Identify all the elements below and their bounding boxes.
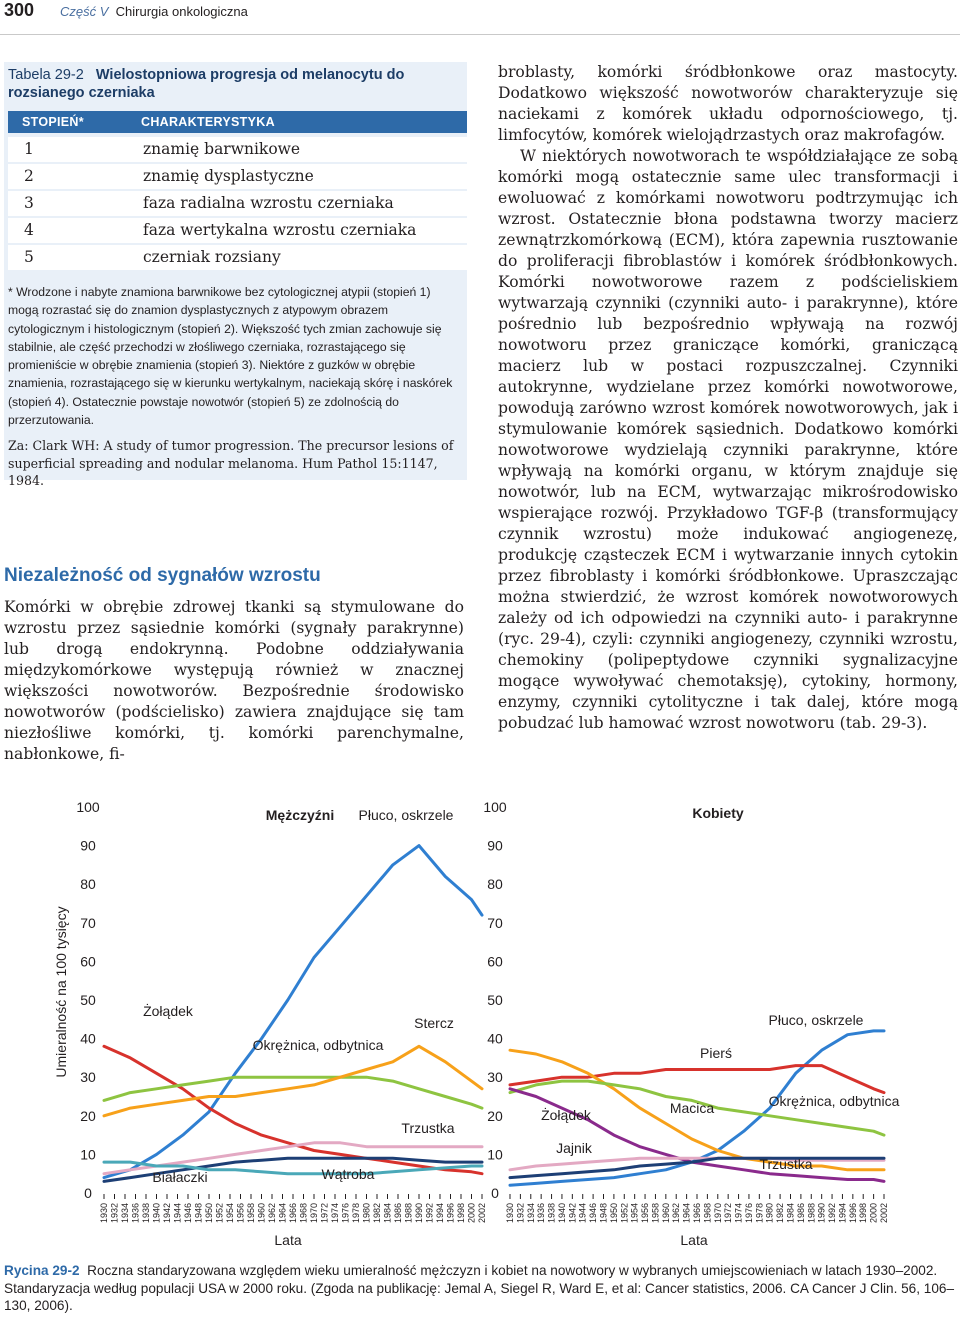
x-tick-label: 1978: [351, 1203, 361, 1224]
table-number: Tabela 29-2: [8, 67, 84, 83]
y-tick-label: 90: [80, 837, 96, 854]
x-tick-label: 1986: [795, 1203, 806, 1224]
x-tick-label: 1996: [847, 1203, 858, 1224]
x-tick-label: 1936: [130, 1203, 141, 1224]
x-tick-label: 2002: [477, 1203, 487, 1224]
series-label: Żołądek: [541, 1107, 591, 1123]
figure-caption: [4, 1262, 959, 1315]
x-tick-label: 1956: [640, 1203, 651, 1224]
x-tick-label: 1984: [382, 1203, 393, 1224]
x-tick-label: 1954: [225, 1203, 235, 1224]
x-tick-label: 1960: [256, 1203, 267, 1224]
x-tick-label: 1956: [235, 1203, 246, 1224]
series-label: Okrężnica, odbytnica: [252, 1037, 384, 1053]
y-tick-label: 70: [80, 914, 96, 931]
x-tick-label: 1946: [183, 1203, 193, 1224]
series-line: [104, 1046, 482, 1116]
x-tick-label: 1994: [435, 1203, 445, 1224]
y-tick-label: 20: [80, 1107, 96, 1124]
series-label: Macica: [669, 1100, 715, 1116]
y-tick-label: 30: [80, 1069, 96, 1086]
table-cell-desc: czerniak rozsiany: [143, 248, 281, 266]
y-tick-label: 50: [80, 992, 96, 1008]
table-row: [8, 218, 467, 243]
x-tick-label: 1950: [204, 1203, 214, 1224]
y-tick-label: 10: [80, 1146, 96, 1163]
x-tick-label: 1950: [608, 1203, 619, 1224]
x-tick-label: 1966: [288, 1203, 298, 1224]
x-tick-label: 1954: [629, 1203, 640, 1224]
header-divider: [0, 34, 960, 35]
table-col-characteristic: CHARAKTERYSTYKA: [141, 115, 275, 129]
figure-caption-label: Rycina 29-2: [4, 1263, 80, 1278]
x-tick-label: 1982: [372, 1203, 382, 1224]
series-line: [104, 1046, 482, 1173]
series-label: Okrężnica, odbytnica: [768, 1093, 900, 1109]
table-cell-stage: 5: [24, 248, 34, 266]
series-label: Jajnik: [556, 1140, 592, 1156]
x-tick-label: 1932: [109, 1203, 120, 1224]
series-label: Wątroba: [321, 1166, 375, 1182]
series-label: Białaczki: [152, 1169, 208, 1185]
x-tick-label: 1976: [340, 1203, 351, 1224]
series-label: Trzustka: [759, 1156, 813, 1172]
x-tick-label: 1992: [424, 1203, 435, 1224]
x-tick-label: 1932: [515, 1203, 526, 1224]
x-tick-label: 1958: [650, 1203, 661, 1224]
x-tick-label: 1952: [214, 1203, 225, 1224]
men-y-ticks: [76, 799, 100, 1201]
x-tick-label: 1938: [546, 1203, 557, 1224]
x-axis-label-men: Lata: [274, 1232, 302, 1248]
running-title: [60, 4, 248, 19]
x-tick-label: 1940: [151, 1203, 162, 1224]
table-row: [8, 137, 467, 162]
x-tick-label: 1990: [414, 1203, 424, 1224]
series-line: [510, 1066, 884, 1093]
y-tick-label: 0: [491, 1185, 499, 1201]
x-tick-label: 1942: [567, 1203, 578, 1224]
figure-caption-text: Roczna standaryzowana względem wieku umieralność mężczyzn i kobiet na nowotwory w wybranych umiejscowieniach w latach 1930–2002. Standaryzacja według populacji USA w 2000 roku. (Zgoda na publikację: Jemal A, Siegel R, Ward E, et al: Cancer statistics, 2006. CA Cancer J Clin. 56, 106–130, 2006).: [4, 1263, 955, 1313]
y-tick-label: 20: [487, 1107, 503, 1124]
x-tick-label: 2002: [879, 1203, 889, 1224]
x-tick-label: 1966: [692, 1203, 702, 1224]
x-tick-label: 1976: [743, 1203, 754, 1224]
series-label: Stercz: [414, 1015, 454, 1031]
x-tick-label: 2000: [466, 1203, 477, 1224]
y-tick-label: 100: [76, 799, 100, 815]
page-number: 300: [4, 0, 35, 20]
x-axis-label-women: Lata: [680, 1232, 708, 1248]
y-tick-label: 80: [487, 876, 503, 893]
table-cell-stage: 2: [24, 167, 34, 185]
x-tick-label: 1962: [267, 1203, 277, 1224]
x-tick-label: 1998: [858, 1203, 869, 1224]
table-cell-stage: 3: [24, 194, 34, 212]
x-tick-label: 1960: [660, 1203, 671, 1224]
x-tick-label: 1930: [505, 1203, 515, 1224]
paragraph: Komórki w obrębie zdrowej tkanki są stymulowane do wzrostu przez sąsiednie komórki (sygnały parakrynne) lub drogą endokrynną. Podobne oddziaływania międzykomórkowe występują również w znacznej większości nowotworów. Bezpośrednie środowisko nowotworów (podścielisko) zawiera znajdujące się tam niezłośliwe komórki, tj. komórki parenchymalne, nabłonkowe, fi-: [4, 598, 464, 763]
x-tick-label: 1980: [764, 1203, 775, 1224]
x-tick-label: 1962: [671, 1203, 682, 1224]
y-tick-label: 100: [483, 799, 507, 815]
table-29-2: [4, 62, 467, 488]
x-tick-label: 1944: [577, 1203, 588, 1224]
figure-29-2: [0, 795, 960, 1265]
table-header-row: [8, 111, 467, 133]
table-title: Wielostopniowa progresja od melanocytu do rozsianego czerniaka: [8, 67, 405, 101]
series-label: Pierś: [700, 1045, 732, 1061]
y-tick-label: 40: [487, 1030, 503, 1047]
x-tick-label: 1942: [162, 1203, 172, 1224]
x-tick-label: 1982: [775, 1203, 786, 1224]
table-cell-desc: znamię barwnikowe: [143, 140, 301, 158]
right-column-text: [498, 62, 958, 734]
x-tick-label: 1988: [403, 1203, 414, 1224]
y-tick-label: 60: [80, 953, 96, 970]
women-x-ticks: [505, 1194, 889, 1223]
y-tick-label: 50: [487, 992, 503, 1008]
x-tick-label: 1994: [837, 1203, 848, 1224]
x-tick-label: 1940: [556, 1203, 567, 1224]
chapter-label: Chirurgia onkologiczna: [115, 4, 248, 19]
x-tick-label: 1974: [330, 1203, 340, 1224]
x-tick-label: 1944: [172, 1203, 183, 1224]
x-tick-label: 1970: [712, 1203, 723, 1224]
y-tick-label: 0: [84, 1185, 92, 1201]
table-cell-stage: 1: [24, 140, 34, 158]
table-footnote: * Wrodzone i nabyte znamiona barwnikowe bez cytologicznej atypii (stopień 1) mogą rozrastać się do znamion dysplastycznych z atypowym obrazem cytologicznym i histologicznym (stopień 2). Większość tych zmian zachowuje się stabilnie, ale część przechodzi w złośliwego czerniaka, rozrastającego się promieniście w obrębie znamienia (stopień 3). Niektóre z guzków w obrębie znamienia, rozrastającego się w kierunku wertykalnym, naciekają skórę i naskórek (stopień 4). Ostatecznie powstaje nowotwór (stopień 5) ze zdolnością do przerzutowania.: [8, 285, 453, 428]
y-tick-label: 30: [487, 1069, 503, 1086]
x-tick-label: 1972: [319, 1203, 330, 1224]
table-caption: [8, 66, 463, 102]
x-tick-label: 1992: [827, 1203, 838, 1224]
men-x-ticks: [99, 1194, 487, 1223]
table-cell-desc: znamię dysplastyczne: [143, 167, 314, 185]
x-tick-label: 1972: [723, 1203, 734, 1224]
x-tick-label: 1986: [393, 1203, 403, 1224]
table-source: Za: Clark WH: A study of tumor progression. The precursor lesions of superficial spreading and nodular melanoma. Hum Pathol 15:1147, 1984.: [8, 438, 454, 488]
section-title: Niezależność od sygnałów wzrostu: [4, 565, 321, 586]
x-tick-label: 1930: [99, 1203, 109, 1224]
table-cell-desc: faza radialna wzrostu czerniaka: [143, 194, 394, 212]
series-label: Trzustka: [401, 1120, 455, 1136]
series-label: Żołądek: [143, 1003, 193, 1019]
x-tick-label: 1964: [277, 1203, 288, 1224]
chart-title-women: Kobiety: [692, 805, 744, 821]
y-tick-label: 60: [487, 953, 503, 970]
y-tick-label: 10: [487, 1146, 503, 1163]
series-label: Płuco, oskrzele: [768, 1012, 864, 1028]
y-axis-label: Umieralność na 100 tysięcy: [53, 906, 69, 1078]
y-tick-label: 90: [487, 837, 503, 854]
x-tick-label: 1958: [246, 1203, 256, 1224]
part-label: Część V: [60, 4, 109, 19]
x-tick-label: 1964: [681, 1203, 692, 1224]
table-cell-desc: faza wertykalna wzrostu czerniaka: [143, 221, 417, 239]
x-tick-label: 1988: [806, 1203, 817, 1224]
table-col-stage: STOPIEŃ*: [22, 115, 84, 129]
left-column-text: [4, 597, 464, 765]
x-tick-label: 1968: [298, 1203, 309, 1224]
x-tick-label: 1938: [141, 1203, 151, 1224]
x-tick-label: 1948: [598, 1203, 609, 1224]
x-tick-label: 1980: [361, 1203, 372, 1224]
y-tick-label: 40: [80, 1030, 96, 1047]
x-tick-label: 1948: [193, 1203, 204, 1224]
x-tick-label: 1936: [536, 1203, 547, 1224]
x-tick-label: 1990: [816, 1203, 827, 1224]
x-tick-label: 1996: [445, 1203, 456, 1224]
table-cell-stage: 4: [24, 221, 34, 239]
paragraph: W niektórych nowotworach te współdziałające ze sobą komórki mogą ostatecznie same ulec transformacji i ewoluować z komórkami nowotworu podtrzymując ich wzrost. Ostatecznie błona podstawna tworzy macierz zewnątrzkomórkową (ECM), która zapewnia rusztowanie do proliferacji fibroblastów i komórek śródbłonkowych. Komórki nowotworowe razem z podścieliskiem wytwarzają czynniki (czynniki auto- i parakrynne), które pośrednio lub bezpośrednio wpływają na rozwój nowotworu przez graniczące komórki, graniczącą macierz lub w postaci rozpuszczalnej. Czynniki autokrynne, wydzielane przez komórki nowotworowe, powodują zarówno wzrost komórek nowotworowych, jak i stymulowanie komórek sąsiednich. Dodatkowo komórki nowotworowe wydzielają czynniki parakrynne, które wpływają na komórki organu, w którym znajduje się nowotwór, lub na ECM, wytwarzając mikrośrodowisko wspierające rozwój. Przykładowo TGF-β (transformujący czynnik wzrostu) może indukować angiogenezę, produkcję cząsteczek ECM i wytwarzanie innych cytokin przez fibroblasty i komórki śródbłonkowe. Upraszczając można stwierdzić, że wzrost komórek nowotworowych zależy od ich odpowiedzi na czynniki auto- i parakrynne (ryc. 29-4), czyli: czynniki angiogenezy, czynniki wzrostu, chemokiny (polipeptydowe czynniki sygnalizacyjne mogące wywoływać chemotaksję), cytokiny, hormony, enzymy, czynniki cytolityczne i tak dalej, które mogą pobudzać lub hamować wzrost nowotworu (tab. 29-3).: [498, 147, 958, 732]
x-tick-label: 1984: [785, 1203, 796, 1224]
x-tick-label: 1998: [456, 1203, 466, 1224]
x-tick-label: 1952: [619, 1203, 630, 1224]
series-label: Płuco, oskrzele: [358, 807, 454, 823]
paragraph: broblasty, komórki śródbłonkowe oraz mastocyty. Dodatkowo większość nowotworów charakteryzuje się naciekami z komórek układu odpornościowego, tj. limfocytów, komórek wielojądrzastych oraz makrofagów.: [498, 63, 958, 144]
chart-title-men: Mężczyźni: [265, 807, 335, 823]
y-tick-label: 70: [487, 914, 503, 931]
x-tick-label: 1934: [120, 1203, 130, 1224]
x-tick-label: 1934: [525, 1203, 536, 1224]
x-tick-label: 1978: [754, 1203, 765, 1224]
x-tick-label: 2000: [868, 1203, 879, 1224]
x-tick-label: 1968: [702, 1203, 713, 1224]
table-row: [8, 245, 467, 270]
table-row: [8, 191, 467, 216]
table-row: [8, 164, 467, 189]
women-y-ticks: [483, 799, 507, 1201]
y-tick-label: 80: [80, 876, 96, 893]
x-tick-label: 1970: [309, 1203, 319, 1224]
x-tick-label: 1974: [733, 1203, 744, 1224]
x-tick-label: 1946: [588, 1203, 599, 1224]
